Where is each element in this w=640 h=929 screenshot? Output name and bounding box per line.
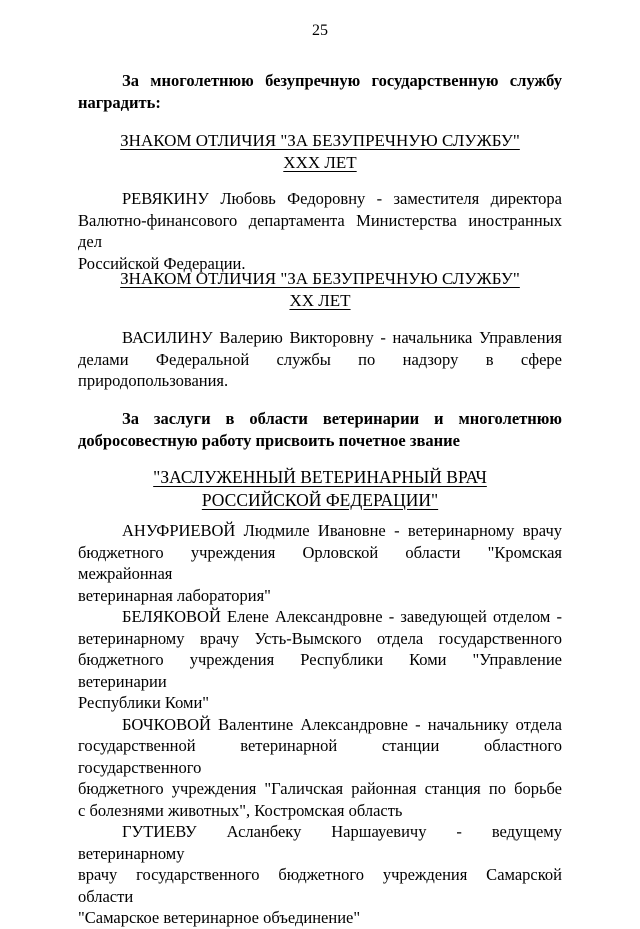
award-heading-30-line-2: XXX ЛЕТ [283,153,357,172]
award-intro-1-line-2: наградить: [78,92,161,112]
recipient-line: природопользования. [78,371,229,390]
award-intro-2 [78,408,562,451]
recipient-gutiev [78,821,562,929]
recipient-line: бюджетного учреждения "Галичская районная станция по борьбе [78,779,562,798]
recipient-line: БОЧКОВОЙ Валентине Александровне - начальнику отдела [122,714,562,734]
recipient-line: врачу государственного бюджетного учреждения Самарской области [78,865,562,906]
recipient-line: ветеринарная лаборатория" [78,585,271,605]
recipient-line: АНУФРИЕВОЙ Людмиле Ивановне - ветеринарному врачу [122,521,562,540]
award-intro-2-line-2: добросовестную работу присвоить почетное звание [78,430,460,450]
recipient-list [78,520,562,929]
award-heading-20-line-1: ЗНАКОМ ОТЛИЧИЯ "ЗА БЕЗУПРЕЧНУЮ СЛУЖБУ" [120,269,520,288]
recipient-vasilina [78,327,562,392]
honorary-title-heading [78,466,562,512]
recipient-line: "Самарское ветеринарное объединение" [78,908,361,927]
recipient-line: государственной ветеринарной станции областного государственного [78,736,562,777]
recipient-line: Валютно-финансового департамента Министерства иностранных дел [78,210,562,251]
honorary-title-line-1: "ЗАСЛУЖЕННЫЙ ВЕТЕРИНАРНЫЙ ВРАЧ [153,467,487,487]
recipient-anufrieva [78,520,562,606]
award-heading-30-line-1: ЗНАКОМ ОТЛИЧИЯ "ЗА БЕЗУПРЕЧНУЮ СЛУЖБУ" [120,131,520,150]
award-heading-30 [78,130,562,174]
recipient-revyakina [78,188,562,274]
recipient-line: делами Федеральной службы по надзору в сфере [78,349,562,369]
recipient-line: РЕВЯКИНУ Любовь Федоровну - заместителя директора [122,189,562,208]
award-intro-1 [78,70,562,113]
award-heading-20-line-2: XX ЛЕТ [289,291,351,310]
page-number: 25 [312,22,328,39]
honorary-title-line-2: РОССИЙСКОЙ ФЕДЕРАЦИИ" [201,490,439,510]
recipient-line: БЕЛЯКОВОЙ Елене Александровне - заведующей отделом - [122,607,562,626]
recipient-line: Российской Федерации. [78,253,246,273]
recipient-bochkova [78,714,562,822]
recipient-line: с болезнями животных", Костромская область [78,800,403,820]
award-intro-2-line-1: За заслуги в области ветеринарии и многолетнюю [122,409,562,428]
recipient-line: бюджетного учреждения Республики Коми "Управление ветеринарии [78,650,562,691]
recipient-line: ветеринарному врачу Усть-Вымского отдела государственного [78,628,562,648]
recipient-line: Республики Коми" [78,693,210,712]
award-heading-20 [78,268,562,312]
recipient-line: бюджетного учреждения Орловской области "Кромская межрайонная [78,542,562,583]
recipient-belyakova [78,606,562,714]
award-intro-1-line-1: За многолетнюю безупречную государственную службу [122,71,562,90]
recipient-line: ГУТИЕВУ Асланбеку Наршауевичу - ведущему ветеринарному [78,822,562,863]
recipient-line: ВАСИЛИНУ Валерию Викторовну - начальника Управления [122,328,562,347]
